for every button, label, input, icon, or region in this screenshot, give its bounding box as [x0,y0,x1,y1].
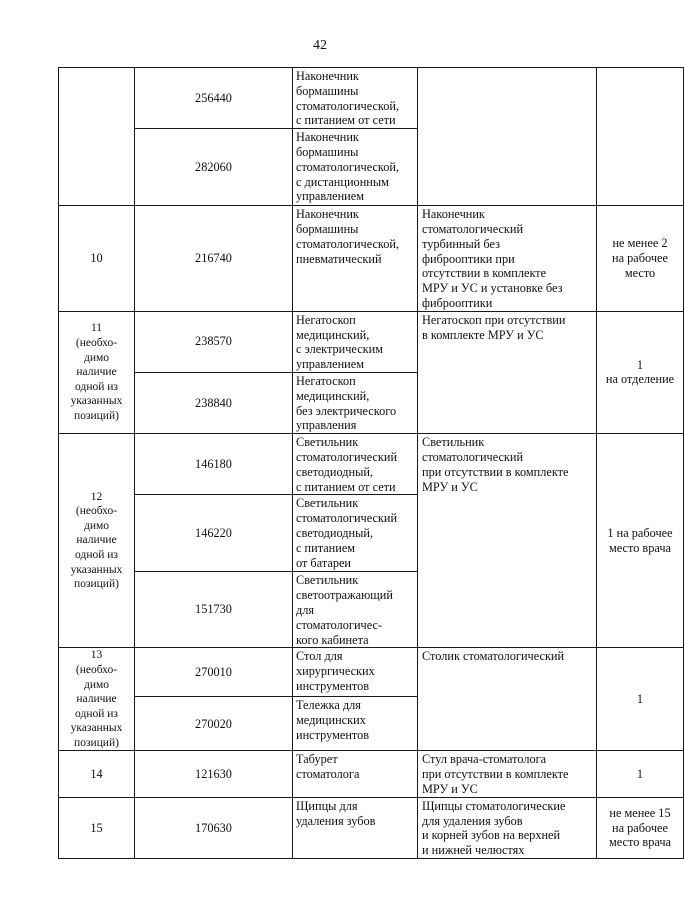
cell-text-line: стоматологичес- [296,617,383,632]
cell-text-line: медицинский, [296,388,370,403]
cell-text-line: на рабочее [612,251,668,266]
cell-text-line: медицинский, [296,327,370,342]
cell-text-line: для удаления зубов [422,813,523,828]
cell-text-line: (необхо- [75,663,118,676]
cell-text-line: и корней зубов на верхней [422,828,561,843]
cell-text-line: фиброоптики [422,295,493,310]
name-cell [293,434,418,495]
cell-text-line: Наконечник [296,207,359,222]
quantity-cell [597,206,684,312]
cell-text-line: удаления зубов [296,813,376,828]
cell-text-line: позиций) [74,409,119,422]
cell-text-line: указанных [70,563,123,576]
cell-text-line: с питанием [296,540,356,555]
cell-text-line: 1 [636,692,644,706]
cell-text-line: и нижней челюстях [422,843,525,858]
cell-text-line: наличие [76,534,117,547]
cell-text-line: 15 [90,820,103,835]
cell-text-line: Табурет [296,752,338,767]
cell-text-line: Светильник [296,435,359,450]
code-cell: 270020 [135,697,293,751]
cell-text-line: позиций) [74,736,119,749]
cell-text-line: управлением [296,189,364,204]
description-cell [418,206,597,312]
cell-text-line: 10 [90,251,103,266]
table-row [59,797,684,858]
cell-text-line: стоматологической, [296,98,400,113]
cell-text-line: для [296,602,315,617]
cell-text-line: Наконечник [296,130,359,145]
cell-text-line: Негатоскоп [296,373,356,388]
cell-text-line: стоматологический [296,511,398,526]
cell-text-line: светодиодный, [296,525,374,540]
cell-text-line: стоматолога [296,767,360,782]
cell-text-line: Светильник [296,573,359,588]
cell-text-line: стоматологический [422,449,524,464]
cell-text-line: Стул врача-стоматолога [422,752,547,767]
cell-text-line: Щипцы для [296,798,358,813]
page-number: 42 [313,38,327,53]
cell-text-line: 14 [90,766,103,781]
cell-text-line: с питанием от сети [296,113,396,128]
cell-text-line: место [624,265,656,280]
code-cell: 151730 [135,572,293,648]
name-cell [293,311,418,372]
cell-text-line: наличие [76,693,117,706]
description-cell [418,797,597,858]
cell-text-line: инструментов [296,678,370,693]
cell-text-line: димо [83,519,110,532]
name-cell [293,68,418,129]
cell-text-line: Негатоскоп [296,312,356,327]
cell-text-line: 12 [90,490,103,503]
quantity-cell [597,648,684,751]
code-cell: 238570 [135,311,293,372]
cell-text-line: бормашины [296,144,359,159]
cell-text-line: (необхо- [75,505,118,518]
cell-text-line: МРУ и УС [422,782,478,797]
name-cell [293,797,418,858]
name-cell [293,372,418,433]
cell-text-line: димо [83,351,110,364]
cell-text-line: пневматический [296,251,382,266]
cell-text-line: Столик стоматологический [422,649,565,664]
cell-text-line: димо [83,678,110,691]
cell-text-line: от батареи [296,555,351,570]
table-row [59,311,684,372]
cell-text-line: светоотражающий [296,588,393,603]
code-cell: 216740 [135,206,293,312]
quantity-cell [597,68,684,206]
cell-text-line: управления [296,418,357,433]
table-row [59,68,684,129]
cell-text-line: бормашины [296,83,359,98]
cell-text-line: отсутствии в комплекте [422,266,547,281]
cell-text-line: турбинный без [422,236,500,251]
cell-text-line: на рабочее [612,820,668,835]
table-row [59,434,684,495]
cell-text-line: Наконечник [422,207,485,222]
name-cell [293,206,418,312]
cell-text-line: место врача [608,540,671,555]
cell-text-line: светодиодный, [296,464,374,479]
cell-text-line: стоматологической, [296,236,400,251]
description-cell [418,68,597,206]
code-cell: 146180 [135,434,293,495]
cell-text-line: без электрического [296,403,397,418]
code-cell: 256440 [135,68,293,129]
cell-text-line: не менее 15 [609,805,671,820]
cell-text-line: наличие [76,366,117,379]
cell-text-line: Щипцы стоматологические [422,798,566,813]
cell-text-line: с электрическим [296,342,383,357]
cell-text-line: Стол для [296,649,343,664]
cell-text-line: Наконечник [296,69,359,83]
cell-text-line: стоматологической, [296,159,400,174]
item-number-cell [59,797,135,858]
cell-text-line: 1 [636,766,644,781]
cell-text-line: 11 [90,322,103,335]
item-number-cell [59,434,135,648]
cell-text-line: Тележка для [296,698,361,713]
cell-text-line: стоматологический [422,221,524,236]
item-number-cell [59,311,135,433]
item-number-cell [59,648,135,751]
name-cell [293,572,418,648]
item-number-cell [59,206,135,312]
cell-text-line: с дистанционным [296,174,389,189]
description-cell [418,434,597,648]
code-cell: 121630 [135,751,293,797]
cell-text-line: в комплекте МРУ и УС [422,327,544,342]
cell-text-line: МРУ и УС и установке без [422,281,563,296]
description-cell [418,648,597,751]
name-cell [293,495,418,572]
cell-text-line: не менее 2 [612,236,668,251]
cell-text-line: указанных [70,722,123,735]
name-cell [293,129,418,206]
name-cell [293,697,418,751]
cell-text-line: одной из [75,549,118,562]
cell-text-line: одной из [75,707,118,720]
name-cell [293,648,418,697]
cell-text-line: одной из [75,380,118,393]
quantity-cell [597,311,684,433]
cell-text-line: бормашины [296,221,359,236]
code-cell: 270010 [135,648,293,697]
cell-text-line: медицинских [296,713,366,728]
cell-text-line: Светильник [422,435,485,450]
cell-text-line: кого кабинета [296,632,369,647]
description-cell [418,311,597,433]
quantity-cell [597,751,684,797]
cell-text-line: с питанием от сети [296,479,396,494]
cell-text-line: 1 [636,357,644,372]
cell-text-line: позиций) [74,578,119,591]
code-cell: 146220 [135,495,293,572]
description-cell [418,751,597,797]
cell-text-line: управлением [296,357,364,372]
cell-text-line: на отделение [605,372,675,387]
cell-text-line: стоматологический [296,449,398,464]
code-cell: 170630 [135,797,293,858]
code-cell: 238840 [135,372,293,433]
cell-text-line: 1 на рабочее [607,525,673,540]
cell-text-line: инструментов [296,728,370,743]
cell-text-line: указанных [70,395,123,408]
cell-text-line: Негатоскоп при отсутствии [422,312,566,327]
quantity-cell [597,797,684,858]
equipment-table [58,67,684,859]
item-number-cell [59,751,135,797]
cell-text-line: место врача [608,835,671,850]
cell-text-line: при отсутствии в комплекте [422,464,569,479]
quantity-cell [597,434,684,648]
cell-text-line: фиброоптики при [422,251,515,266]
cell-text-line: Светильник [296,496,359,511]
cell-text-line: 13 [90,649,103,662]
cell-text-line: хирургических [296,664,375,679]
cell-text-line: (необхо- [75,336,118,349]
cell-text-line: МРУ и УС [422,479,478,494]
code-cell: 282060 [135,129,293,206]
table-row [59,751,684,797]
table-row [59,648,684,697]
name-cell [293,751,418,797]
item-number-cell [59,68,135,206]
table-row [59,206,684,312]
cell-text-line: при отсутствии в комплекте [422,767,569,782]
